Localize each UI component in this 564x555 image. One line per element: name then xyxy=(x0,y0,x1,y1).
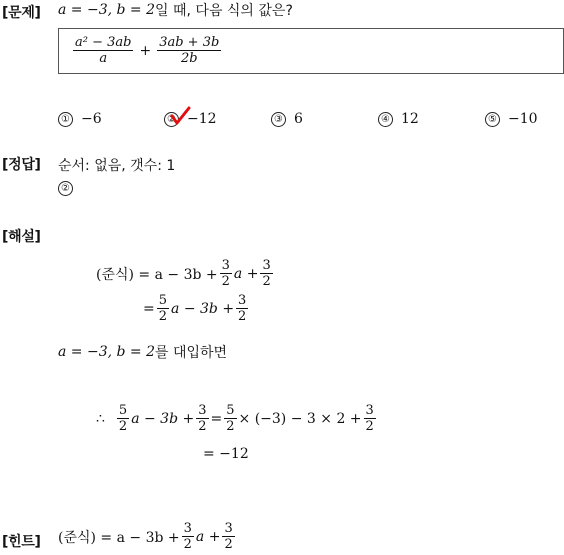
fraction-2 xyxy=(157,35,221,66)
solution-line-1-prefix: (준식) = a − 3b + xyxy=(96,266,218,283)
answer-line: 순서: 없음, 갯수: 1 xyxy=(58,158,176,174)
numerator: 3 xyxy=(365,403,374,418)
fraction xyxy=(224,403,236,434)
answer-choice xyxy=(58,180,81,196)
denominator: 2 xyxy=(238,309,247,324)
problem-label: [문제] xyxy=(2,5,41,21)
fraction xyxy=(196,403,208,434)
denominator: 2 xyxy=(183,537,192,552)
fraction-1-denominator: a xyxy=(99,51,108,66)
choice-number: ⑤ xyxy=(485,112,500,127)
choice-value: −10 xyxy=(508,111,538,127)
solution-line-1-mid: a + xyxy=(233,265,259,282)
substitution-text: 를 대입하면 xyxy=(155,345,228,361)
solution-line-3 xyxy=(96,403,378,434)
choice-4[interactable] xyxy=(378,111,419,127)
choice-5[interactable] xyxy=(485,111,538,127)
solution-result: = −12 xyxy=(203,446,249,462)
fraction xyxy=(236,293,248,324)
fraction xyxy=(222,521,234,552)
equals-sign: = xyxy=(210,410,223,427)
substitution-condition: a = −3, b = 2 xyxy=(58,344,156,360)
choice-value: 6 xyxy=(294,111,303,127)
expression xyxy=(71,35,223,66)
problem-statement xyxy=(58,0,293,20)
choice-3[interactable] xyxy=(271,111,303,127)
fraction xyxy=(182,521,194,552)
denominator: 2 xyxy=(221,274,230,289)
numerator: 5 xyxy=(158,293,168,308)
numerator: 5 xyxy=(118,403,128,418)
hint-mid: a + xyxy=(195,528,221,545)
fraction xyxy=(260,258,272,289)
solution-line-3-rest: × (−3) − 3 × 2 + xyxy=(238,410,362,427)
denominator: 2 xyxy=(198,419,207,434)
choice-number: ③ xyxy=(271,112,286,127)
choice-1[interactable] xyxy=(58,111,102,127)
expression-box xyxy=(58,28,564,74)
numerator: 5 xyxy=(226,403,235,418)
denominator: 2 xyxy=(365,419,374,434)
numerator: 3 xyxy=(221,258,230,273)
solution-line-2 xyxy=(143,293,250,324)
solution-label: [해설] xyxy=(2,229,41,245)
fraction xyxy=(117,403,129,434)
answer-label: [정답] xyxy=(2,157,41,173)
fraction-2-numerator: 3ab + 3b xyxy=(159,35,220,50)
answer-choice-number: ② xyxy=(58,181,73,196)
hint-prefix: (준식) = a − 3b + xyxy=(58,529,180,546)
denominator: 2 xyxy=(262,274,271,289)
fraction-1-numerator: a² − 3ab xyxy=(75,35,132,50)
fraction xyxy=(364,403,376,434)
denominator: 2 xyxy=(226,419,235,434)
denominator: 2 xyxy=(158,309,168,324)
numerator: 3 xyxy=(183,521,192,536)
hint-label: [힌트] xyxy=(2,534,41,550)
denominator: 2 xyxy=(118,419,128,434)
numerator: 3 xyxy=(198,403,207,418)
solution-line-2-mid: a − 3b + xyxy=(171,300,235,317)
fraction xyxy=(157,293,169,324)
fraction xyxy=(220,258,232,289)
fraction-1 xyxy=(73,35,133,66)
problem-question: 일 때, 다음 식의 값은? xyxy=(155,3,293,19)
numerator: 3 xyxy=(224,521,233,536)
denominator: 2 xyxy=(224,537,233,552)
plus-sign: + xyxy=(139,42,152,59)
numerator: 3 xyxy=(238,293,247,308)
solution-line-3-mid: a − 3b + xyxy=(131,410,195,427)
choice-number: ② xyxy=(164,112,179,127)
numerator: 3 xyxy=(262,258,271,273)
solution-line-2-prefix: = xyxy=(143,300,155,317)
choice-value: −12 xyxy=(187,111,217,127)
therefore-symbol: ∴ xyxy=(96,410,105,427)
fraction-2-denominator: 2b xyxy=(180,51,198,66)
solution-line-1 xyxy=(96,258,275,289)
choice-number: ① xyxy=(58,112,73,127)
choice-number: ④ xyxy=(378,112,393,127)
substitution-line xyxy=(58,342,227,362)
correct-check-icon xyxy=(169,106,191,126)
choice-value: 12 xyxy=(401,111,419,127)
problem-condition: a = −3, b = 2 xyxy=(58,2,156,18)
hint-expression xyxy=(58,521,237,552)
choice-value: −6 xyxy=(81,111,102,127)
